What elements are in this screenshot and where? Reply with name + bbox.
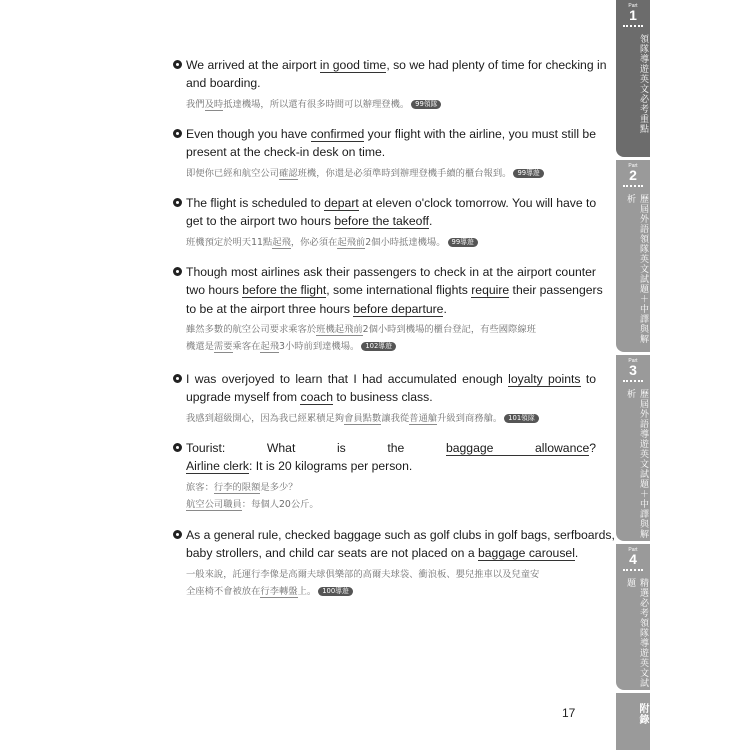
english-sentence-line bbox=[186, 212, 596, 230]
text-segment: 升級到商務艙。 bbox=[437, 412, 503, 424]
part-number: 3 bbox=[629, 362, 637, 378]
text-segment: 我們 bbox=[186, 98, 205, 110]
text-segment: 3小時前到達機場。 bbox=[279, 340, 360, 352]
key-phrase: confirmed bbox=[310, 127, 365, 141]
text-segment: . bbox=[443, 301, 447, 316]
key-phrase: 航空公司職員 bbox=[186, 498, 242, 510]
text-segment: 2個小時到機場的櫃台登記，有些國際線班 bbox=[362, 323, 536, 335]
dotted-divider bbox=[623, 25, 643, 27]
text-segment: your flight with the airline, you must still be bbox=[364, 127, 596, 141]
chinese-translation-line bbox=[186, 234, 596, 251]
text-segment: : It is 20 kilograms per person. bbox=[249, 459, 413, 474]
english-sentence-line bbox=[186, 194, 596, 212]
text-segment: 班機預定於明天11點 bbox=[186, 236, 273, 248]
exam-source-badge: 102導遊 bbox=[361, 342, 396, 351]
text-segment: , so we had plenty of time for checking in bbox=[386, 58, 607, 72]
text-segment: Tourist: What is the bbox=[186, 441, 446, 455]
text-segment: 雖然多數的航空公司要求乘客於 bbox=[186, 323, 317, 335]
page-number: 17 bbox=[562, 706, 576, 720]
text-segment: , some international flights bbox=[326, 283, 472, 298]
chapter-tab-part-4[interactable] bbox=[616, 544, 650, 690]
text-segment: 旅客： bbox=[186, 481, 214, 493]
bullet-icon bbox=[173, 530, 182, 539]
chinese-translation-line bbox=[186, 96, 596, 113]
part-label: Part bbox=[628, 163, 638, 169]
english-sentence-line bbox=[186, 281, 603, 299]
text-segment: ? bbox=[589, 441, 596, 455]
chinese-translation-line bbox=[186, 566, 596, 583]
chapter-title: 歷屆外語導遊英文試題＋中譯與解析 bbox=[625, 389, 648, 539]
text-segment: 全座椅不會被放在 bbox=[186, 585, 261, 597]
chapter-tab-part-3[interactable] bbox=[616, 355, 650, 541]
text-segment: 是多少？ bbox=[260, 481, 298, 493]
key-phrase: baggage allowance bbox=[445, 441, 590, 455]
chinese-translation-line bbox=[186, 479, 596, 496]
chinese-translation-line bbox=[186, 165, 596, 182]
text-segment: 抵達機場，所以還有很多時間可以辦理登機。 bbox=[223, 98, 410, 110]
text-segment: and boarding. bbox=[186, 76, 261, 91]
key-phrase: before the flight bbox=[242, 283, 327, 298]
chapter-title: 歷屆外語領隊英文試題＋中譯與解析 bbox=[625, 194, 648, 344]
key-phrase: before departure bbox=[353, 301, 444, 316]
sentence-entry bbox=[173, 263, 603, 355]
chapter-title: 領隊導遊英文必考重點 bbox=[638, 34, 648, 134]
key-phrase: 起飛前 bbox=[337, 236, 366, 248]
sentence-entry bbox=[173, 370, 596, 427]
text-segment: I was overjoyed to learn that I had accumulated enough bbox=[186, 372, 509, 386]
text-segment: 讓我從 bbox=[381, 412, 410, 424]
sentence-entry bbox=[173, 439, 596, 513]
english-sentence-line bbox=[186, 370, 596, 388]
exam-source-badge: 99導遊 bbox=[448, 238, 478, 247]
bullet-icon bbox=[173, 374, 182, 383]
chapter-title: 附錄 bbox=[637, 703, 648, 725]
text-segment: 班機，你還是必須準時到辦理登機手續的櫃台報到。 bbox=[297, 167, 512, 179]
sentence-entry bbox=[173, 194, 596, 251]
english-sentence-line bbox=[186, 143, 596, 161]
text-segment: Even though you have bbox=[186, 127, 311, 141]
chinese-translation-line bbox=[186, 338, 596, 355]
english-sentence-line bbox=[186, 263, 596, 281]
english-sentence-line bbox=[186, 125, 596, 143]
text-segment: baby strollers, and child car seats are not placed on a bbox=[186, 546, 478, 561]
dotted-divider bbox=[623, 185, 643, 187]
key-phrase: coach bbox=[300, 390, 334, 405]
text-segment: 我感到超級開心，因為我已經累積足夠 bbox=[186, 412, 345, 424]
bullet-icon bbox=[173, 267, 182, 276]
dotted-divider bbox=[623, 569, 643, 571]
text-segment: to bbox=[580, 372, 596, 386]
text-segment: to be at the airport three hours bbox=[186, 301, 354, 316]
key-phrase: 起飛 bbox=[272, 236, 291, 248]
bullet-icon bbox=[173, 443, 182, 452]
sentence-entry bbox=[173, 125, 596, 182]
text-segment: upgrade myself from bbox=[186, 390, 301, 405]
key-phrase: 班機起飛前 bbox=[316, 323, 363, 335]
part-label: Part bbox=[628, 3, 638, 9]
english-sentence-line bbox=[186, 544, 596, 562]
bullet-icon bbox=[173, 60, 182, 69]
bullet-icon bbox=[173, 129, 182, 138]
bullet-icon bbox=[173, 198, 182, 207]
exam-source-badge: 99領隊 bbox=[411, 100, 441, 109]
chapter-tab-part-1[interactable] bbox=[616, 0, 650, 157]
key-phrase: depart bbox=[324, 196, 359, 210]
text-segment: 即便你已經和航空公司 bbox=[186, 167, 279, 179]
text-segment: two hours bbox=[186, 283, 243, 298]
sentence-entry bbox=[173, 526, 615, 600]
key-phrase: in good time bbox=[319, 58, 387, 72]
text-segment: 2個小時抵達機場。 bbox=[365, 236, 446, 248]
text-segment: 乘客在 bbox=[232, 340, 261, 352]
chapter-tabs bbox=[616, 0, 650, 750]
english-sentence-line bbox=[186, 526, 615, 544]
text-segment: at eleven o'clock tomorrow. You will have to bbox=[358, 196, 597, 210]
key-phrase: 行李轉盤 bbox=[260, 585, 298, 597]
english-sentence-line bbox=[186, 439, 596, 457]
key-phrase: Airline clerk bbox=[186, 459, 249, 474]
key-phrase: 起飛 bbox=[260, 340, 280, 352]
text-segment: ：每個人20公斤。 bbox=[241, 498, 319, 510]
key-phrase: loyalty points bbox=[508, 372, 581, 386]
exam-source-badge: 101領隊 bbox=[504, 414, 539, 423]
part-number: 1 bbox=[629, 7, 637, 23]
chinese-translation-line bbox=[186, 410, 596, 427]
text-segment: . bbox=[429, 214, 433, 229]
dotted-divider bbox=[623, 380, 643, 382]
text-segment: As a general rule, checked baggage such as golf clubs in golf bags, serfboards, bbox=[186, 528, 615, 542]
part-number: 4 bbox=[629, 551, 637, 567]
text-segment: 機還是 bbox=[186, 340, 214, 352]
chinese-translation-line bbox=[186, 321, 596, 338]
key-phrase: 會員點數 bbox=[344, 412, 382, 424]
text-segment: Though most airlines ask their passengers to check in at the airport counter bbox=[186, 265, 596, 279]
key-phrase: 普通艙 bbox=[409, 412, 438, 424]
chapter-title: 精選必考領隊導遊英文試題 bbox=[625, 578, 648, 688]
key-phrase: require bbox=[471, 283, 510, 298]
key-phrase: before the takeoff bbox=[334, 214, 430, 229]
english-sentence-line bbox=[186, 56, 607, 74]
part-number: 2 bbox=[629, 167, 637, 183]
chapter-tab-appendix[interactable] bbox=[616, 693, 650, 750]
text-segment: to business class. bbox=[333, 390, 433, 405]
exam-source-badge: 99導遊 bbox=[513, 169, 543, 178]
part-label: Part bbox=[628, 358, 638, 364]
exam-source-badge: 100導遊 bbox=[318, 587, 353, 596]
key-phrase: 行李的限額 bbox=[213, 481, 261, 493]
part-label: Part bbox=[628, 547, 638, 553]
sentence-entry bbox=[173, 56, 607, 113]
english-sentence-line bbox=[186, 300, 596, 318]
text-segment: their passengers bbox=[509, 283, 603, 298]
text-segment: The flight is scheduled to bbox=[186, 196, 325, 210]
text-segment: . bbox=[574, 546, 579, 561]
text-segment: 一般來說，託運行李像是高爾夫球俱樂部的高爾夫球袋、衝浪板、嬰兒推車以及兒童安 bbox=[186, 568, 540, 580]
key-phrase: baggage carousel bbox=[478, 546, 575, 561]
text-segment: We arrived at the airport bbox=[186, 58, 320, 72]
chinese-translation-line bbox=[186, 496, 596, 513]
chinese-translation-line bbox=[186, 583, 596, 600]
text-segment: get to the airport two hours bbox=[186, 214, 335, 229]
key-phrase: 及時 bbox=[204, 98, 224, 110]
text-segment: 上。 bbox=[297, 585, 317, 597]
english-sentence-line bbox=[186, 457, 596, 475]
chapter-tab-part-2[interactable] bbox=[616, 160, 650, 352]
key-phrase: 確認 bbox=[278, 167, 298, 179]
text-segment: ，你必須在 bbox=[290, 236, 338, 248]
english-sentence-line bbox=[186, 388, 596, 406]
key-phrase: 需要 bbox=[213, 340, 233, 352]
english-sentence-line bbox=[186, 74, 596, 92]
text-segment: present at the check-in desk on time. bbox=[186, 145, 386, 160]
